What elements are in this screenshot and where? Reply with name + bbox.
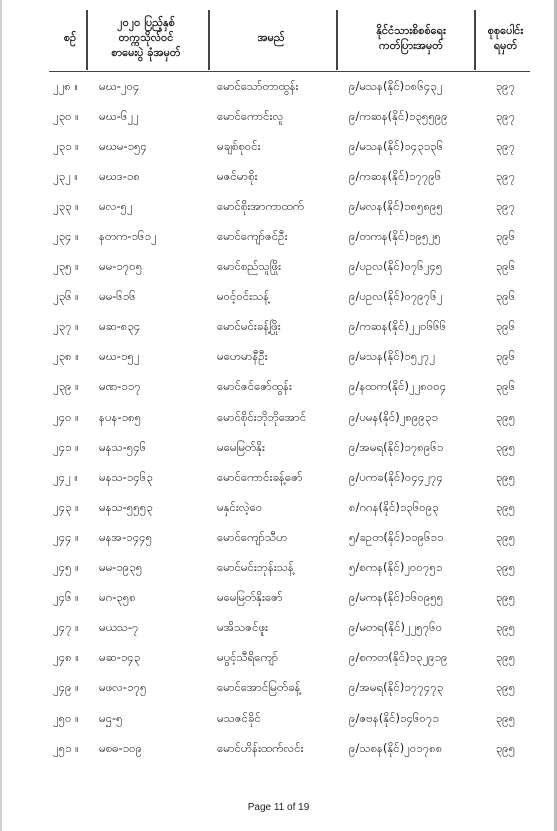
cell-name: မောင်မင်းဘုန်းသန့် <box>217 560 294 575</box>
table-header-row <box>49 4 530 72</box>
cell-total-marks: ၃၉၅ <box>495 469 516 484</box>
cell-total-marks: ၃၉၅ <box>495 439 516 454</box>
table-row <box>49 132 530 162</box>
cell-serial-no: ၂၄၃ ။ <box>53 499 79 514</box>
table-row <box>49 162 530 192</box>
cell-name: မောင်ဇင်ဇော်ထွန်း <box>217 379 292 394</box>
cell-nrc: ၉/မလန(နိုင်)၁၈၅၈၉၅ <box>349 198 443 213</box>
cell-total-marks: ၃၉၆ <box>495 229 516 244</box>
cell-serial-no: ၂၃၃ ။ <box>53 198 79 213</box>
cell-nrc: ၉/တကန(နိုင်)၁၉၅၂၅ <box>349 229 441 244</box>
cell-name: မပွင့်သီရိကျော် <box>217 650 279 665</box>
cell-name: မောင်ဟိန်းထက်လင်း <box>217 740 304 755</box>
table-row <box>49 554 530 584</box>
cell-serial-no: ၂၄၅ ။ <box>53 560 79 575</box>
header-divider <box>208 10 210 70</box>
cell-roll-number: မဃ-၁၅၂ <box>99 349 140 364</box>
cell-name: မဝင့်ဝင်းသန့် <box>217 289 270 304</box>
header-nrc-line1: နိုင်ငံသားစိစစ်ရေး <box>376 23 446 37</box>
cell-serial-no: ၂၃၇ ။ <box>53 319 79 334</box>
table-row <box>49 433 530 463</box>
cell-total-marks: ၃၉၆ <box>495 259 516 274</box>
cell-serial-no: ၂၃၉ ။ <box>53 379 79 394</box>
cell-serial-no: ၂၃၁ ။ <box>53 138 79 153</box>
cell-serial-no: ၂၄၂ ။ <box>53 469 78 484</box>
cell-roll-number: မဆ-၈၃၄ <box>99 319 141 334</box>
cell-total-marks: ၃၉၅ <box>495 740 516 755</box>
cell-nrc: ၉/ဇဗန(နိုင်)၁၄၆၀၇၁ <box>349 710 439 725</box>
header-divider <box>474 10 476 70</box>
cell-serial-no: ၂၅၁ ။ <box>53 740 79 755</box>
cell-serial-no: ၂၄၈ ။ <box>53 650 79 665</box>
cell-nrc: ၉/ကဆန(နိုင်)၂၂၀၆၆၆ <box>349 319 447 334</box>
cell-name: မောင်သော်တာထွန်း <box>217 78 299 93</box>
cell-roll-number: မဖလ-၁၇၅ <box>99 680 147 695</box>
cell-serial-no: ၂၄၁ ။ <box>53 439 79 454</box>
cell-nrc: ၉/မသန(နိုင်)၁၈၆၄၃၂ <box>349 78 443 93</box>
cell-name: မဟေမာနီဦး <box>217 349 268 364</box>
cell-serial-no: ၂၄၆ ။ <box>53 590 79 605</box>
header-roll-line3: စာမေးပွဲ ခုံအမှတ် <box>111 46 181 59</box>
cell-serial-no: ၂၃၀ ။ <box>53 108 79 123</box>
table-row <box>49 493 530 523</box>
cell-serial-no: ၂၄၄ ။ <box>53 529 79 544</box>
cell-total-marks: ၃၉၅ <box>495 560 516 575</box>
cell-roll-number: နပန-၁၈၅ <box>99 409 142 424</box>
cell-serial-no: ၂၄၇ ။ <box>53 620 79 635</box>
table-row <box>49 72 530 103</box>
cell-total-marks: ၃၉၇ <box>495 78 516 93</box>
header-roll-line2: တက္ကသိုလ်ဝင် <box>118 31 174 44</box>
cell-roll-number: မဆ-၁၄၃ <box>99 650 141 665</box>
header-name: အမည် <box>201 4 341 72</box>
table-row <box>49 734 530 764</box>
cell-roll-number: မဂ-၃၅၈ <box>99 590 136 605</box>
table-row <box>49 463 530 493</box>
cell-total-marks: ၃၉၆ <box>495 349 516 364</box>
cell-total-marks: ၃၉၆ <box>495 289 516 304</box>
cell-serial-no: ၂၃၆ ။ <box>53 289 79 304</box>
page-number: Page 11 of 19 <box>247 802 310 813</box>
cell-roll-number: မနသ-၅၄၆ <box>99 439 147 454</box>
cell-nrc: ၉/နထက(နိုင်)၂၂၈၀၀၄ <box>349 379 447 394</box>
table-row <box>49 313 530 343</box>
cell-roll-number: မနသ-၅၅၅၃ <box>99 499 153 514</box>
cell-nrc: ၉/မသန(နိုင်)၁၄၃၁၃၆ <box>349 138 444 153</box>
cell-roll-number: မလ-၅၂ <box>99 198 133 213</box>
header-roll-line1: ၂၀၂၀ ပြည့်နှစ် <box>117 16 175 29</box>
cell-serial-no: ၂၄၉ ။ <box>53 680 79 695</box>
cell-nrc: ၉/ပကခ(နိုင်)၀၄၄၂၇၄ <box>349 469 443 484</box>
cell-name: မနှင်းလဲ့ဝေ <box>217 499 263 514</box>
cell-nrc: ၉/ပဥလ(နိုင်)၀၇၉၇၆၂ <box>349 289 443 304</box>
cell-nrc: ၉/မတရ(နိုင်)၂၂၅၇၆၀ <box>349 620 443 635</box>
cell-total-marks: ၃၉၆ <box>495 319 516 334</box>
cell-total-marks: ၃၉၇ <box>495 138 516 153</box>
cell-nrc: ၉/ပဥလ(နိုင်)၀၇၆၂၄၅ <box>349 259 443 274</box>
header-serial-no: စဉ် <box>49 4 91 72</box>
cell-roll-number: မဃဒ-၁၈ <box>99 168 140 183</box>
cell-serial-no: ၂၅၀ ။ <box>53 710 79 725</box>
table-row <box>49 192 530 222</box>
table-row <box>49 253 530 283</box>
cell-serial-no: ၂၃၈ ။ <box>53 349 79 364</box>
cell-serial-no: ၂၄၀ ။ <box>53 409 79 424</box>
cell-name: မဇင်မာစိုး <box>217 168 258 183</box>
cell-total-marks: ၃၉၇ <box>495 198 516 213</box>
cell-nrc: ၈/ဂဂန(နိုင်)၁၃၆၀၉၃ <box>349 499 439 514</box>
table-row <box>49 403 530 433</box>
header-nrc <box>341 4 481 72</box>
cell-nrc: ၉/ကဆန(နိုင်)၁၃၅၅၉၉ <box>349 108 448 123</box>
header-marks-line1: စုစုပေါင်း <box>487 23 524 37</box>
cell-total-marks: ၃၉၅ <box>495 710 516 725</box>
cell-total-marks: ၃၉၆ <box>495 379 516 394</box>
cell-roll-number: မဃ-၂၀၄ <box>99 78 140 93</box>
table-body <box>49 72 530 765</box>
cell-name: မသဇင်ခိုင် <box>217 710 261 725</box>
cell-name: မောင်ကောင်းခန့်ဇော် <box>217 469 303 484</box>
table-row <box>49 523 530 553</box>
cell-total-marks: ၃၉၇ <box>495 108 516 123</box>
cell-serial-no: ၂၃၄ ။ <box>53 229 79 244</box>
cell-roll-number: မဃမ-၁၅၄ <box>99 138 147 153</box>
cell-total-marks: ၃၉၅ <box>495 620 516 635</box>
cell-name: မချစ်စုဝင်း <box>217 138 261 153</box>
cell-serial-no: ၂၃၅ ။ <box>53 259 79 274</box>
cell-name: မောင်ကျော်သီဟ <box>217 529 288 544</box>
table-row <box>49 373 530 403</box>
cell-nrc: ၉/စကတ(နိုင်)၁၃၂၉၁၉ <box>349 650 448 665</box>
cell-roll-number: မမ-၁၉၃၅ <box>99 560 143 575</box>
cell-roll-number: မဏ-၁၁၇ <box>99 379 141 394</box>
cell-total-marks: ၃၉၅ <box>495 680 516 695</box>
cell-name: မောင်စိုးအာကာထက် <box>217 198 304 213</box>
cell-nrc: ၉/ပမန(နိုင်)၂၈၉၉၃၁ <box>349 409 438 424</box>
cell-name: မောင်စည်သူဖြိုး <box>217 259 282 274</box>
cell-nrc: ၉/မသန(နိုင်)၁၅၂၇၂ <box>349 349 435 364</box>
cell-name: မမေမြတ်နိုးဇော် <box>217 590 283 605</box>
table-row <box>49 644 530 674</box>
table-row <box>49 283 530 313</box>
cell-roll-number: မယသ-၇ <box>99 620 139 635</box>
cell-roll-number: မမ-၁၇၀၅ <box>99 259 143 274</box>
table-row <box>49 584 530 614</box>
table-row <box>49 674 530 704</box>
cell-total-marks: ၃၉၅ <box>495 409 516 424</box>
cell-serial-no: ၂၂၈ ။ <box>53 78 79 93</box>
cell-total-marks: ၃၉၅ <box>495 650 516 665</box>
table-row <box>49 704 530 734</box>
header-total-marks <box>481 4 530 72</box>
cell-nrc: ၅/စကန(နိုင်)၂၀၀၇၅၁ <box>349 560 443 575</box>
cell-roll-number: နတက-၁၆၁၂ <box>99 229 157 244</box>
cell-roll-number: မစဓ-၁၀၉ <box>99 740 143 755</box>
cell-nrc: ၉/အမရ(နိုင်)၁၇၈၉၆၁ <box>349 439 444 454</box>
cell-roll-number: မနအ-၁၄၄၅ <box>99 529 153 544</box>
header-divider <box>86 10 88 70</box>
cell-name: မမေမြတ်နိုး <box>217 439 265 454</box>
cell-total-marks: ၃၉၅ <box>495 499 516 514</box>
table-row <box>49 102 530 132</box>
cell-name: မအိသဇင်ဖူး <box>217 620 268 635</box>
cell-name: မောင်စိုင်းဘိုဘိုအောင် <box>217 409 307 424</box>
cell-name: မောင်ကျော်ဇင်ဦး <box>217 229 288 244</box>
cell-nrc: ၉/သစန(နိုင်)၂၀၁၇၈၈ <box>349 740 443 755</box>
cell-roll-number: မဌ-၅ <box>99 710 123 725</box>
cell-roll-number: မဃ-၆၂၂ <box>99 108 139 123</box>
page-left-edge <box>0 0 2 831</box>
cell-nrc: ၉/ကဆန(နိုင်)၁၇၇၉၆ <box>349 168 442 183</box>
cell-total-marks: ၃၉၅ <box>495 529 516 544</box>
header-nrc-line2: ကတ်ပြားအမှတ် <box>378 38 443 52</box>
cell-name: မောင်အောင်မြတ်ခန့် <box>217 680 301 695</box>
cell-nrc: ၉/မကန(နိုင်)၁၆၀၉၅၅ <box>349 590 444 605</box>
cell-serial-no: ၂၃၂ ။ <box>53 168 78 183</box>
cell-total-marks: ၃၉၅ <box>495 590 516 605</box>
cell-nrc: ၅/ခဥတ(နိုင်)၁၁၉၆၁၁ <box>349 529 444 544</box>
results-table <box>49 4 530 764</box>
cell-name: မောင်ကောင်းလူ <box>217 108 284 123</box>
header-divider <box>336 10 338 70</box>
cell-name: မောင်မင်းခန့်ဖြိုး <box>217 319 281 334</box>
table-row <box>49 222 530 252</box>
table-row <box>49 343 530 373</box>
cell-roll-number: မနသ-၁၄၆၃ <box>99 469 153 484</box>
table-row <box>49 614 530 644</box>
header-marks-line2: ရမှတ် <box>493 38 518 52</box>
header-roll-number <box>91 4 201 72</box>
cell-nrc: ၉/အမရ(နိုင်)၁၇၇၄၇၃ <box>349 680 444 695</box>
cell-total-marks: ၃၉၇ <box>495 168 516 183</box>
cell-roll-number: မမ-၆၁၆ <box>99 289 136 304</box>
